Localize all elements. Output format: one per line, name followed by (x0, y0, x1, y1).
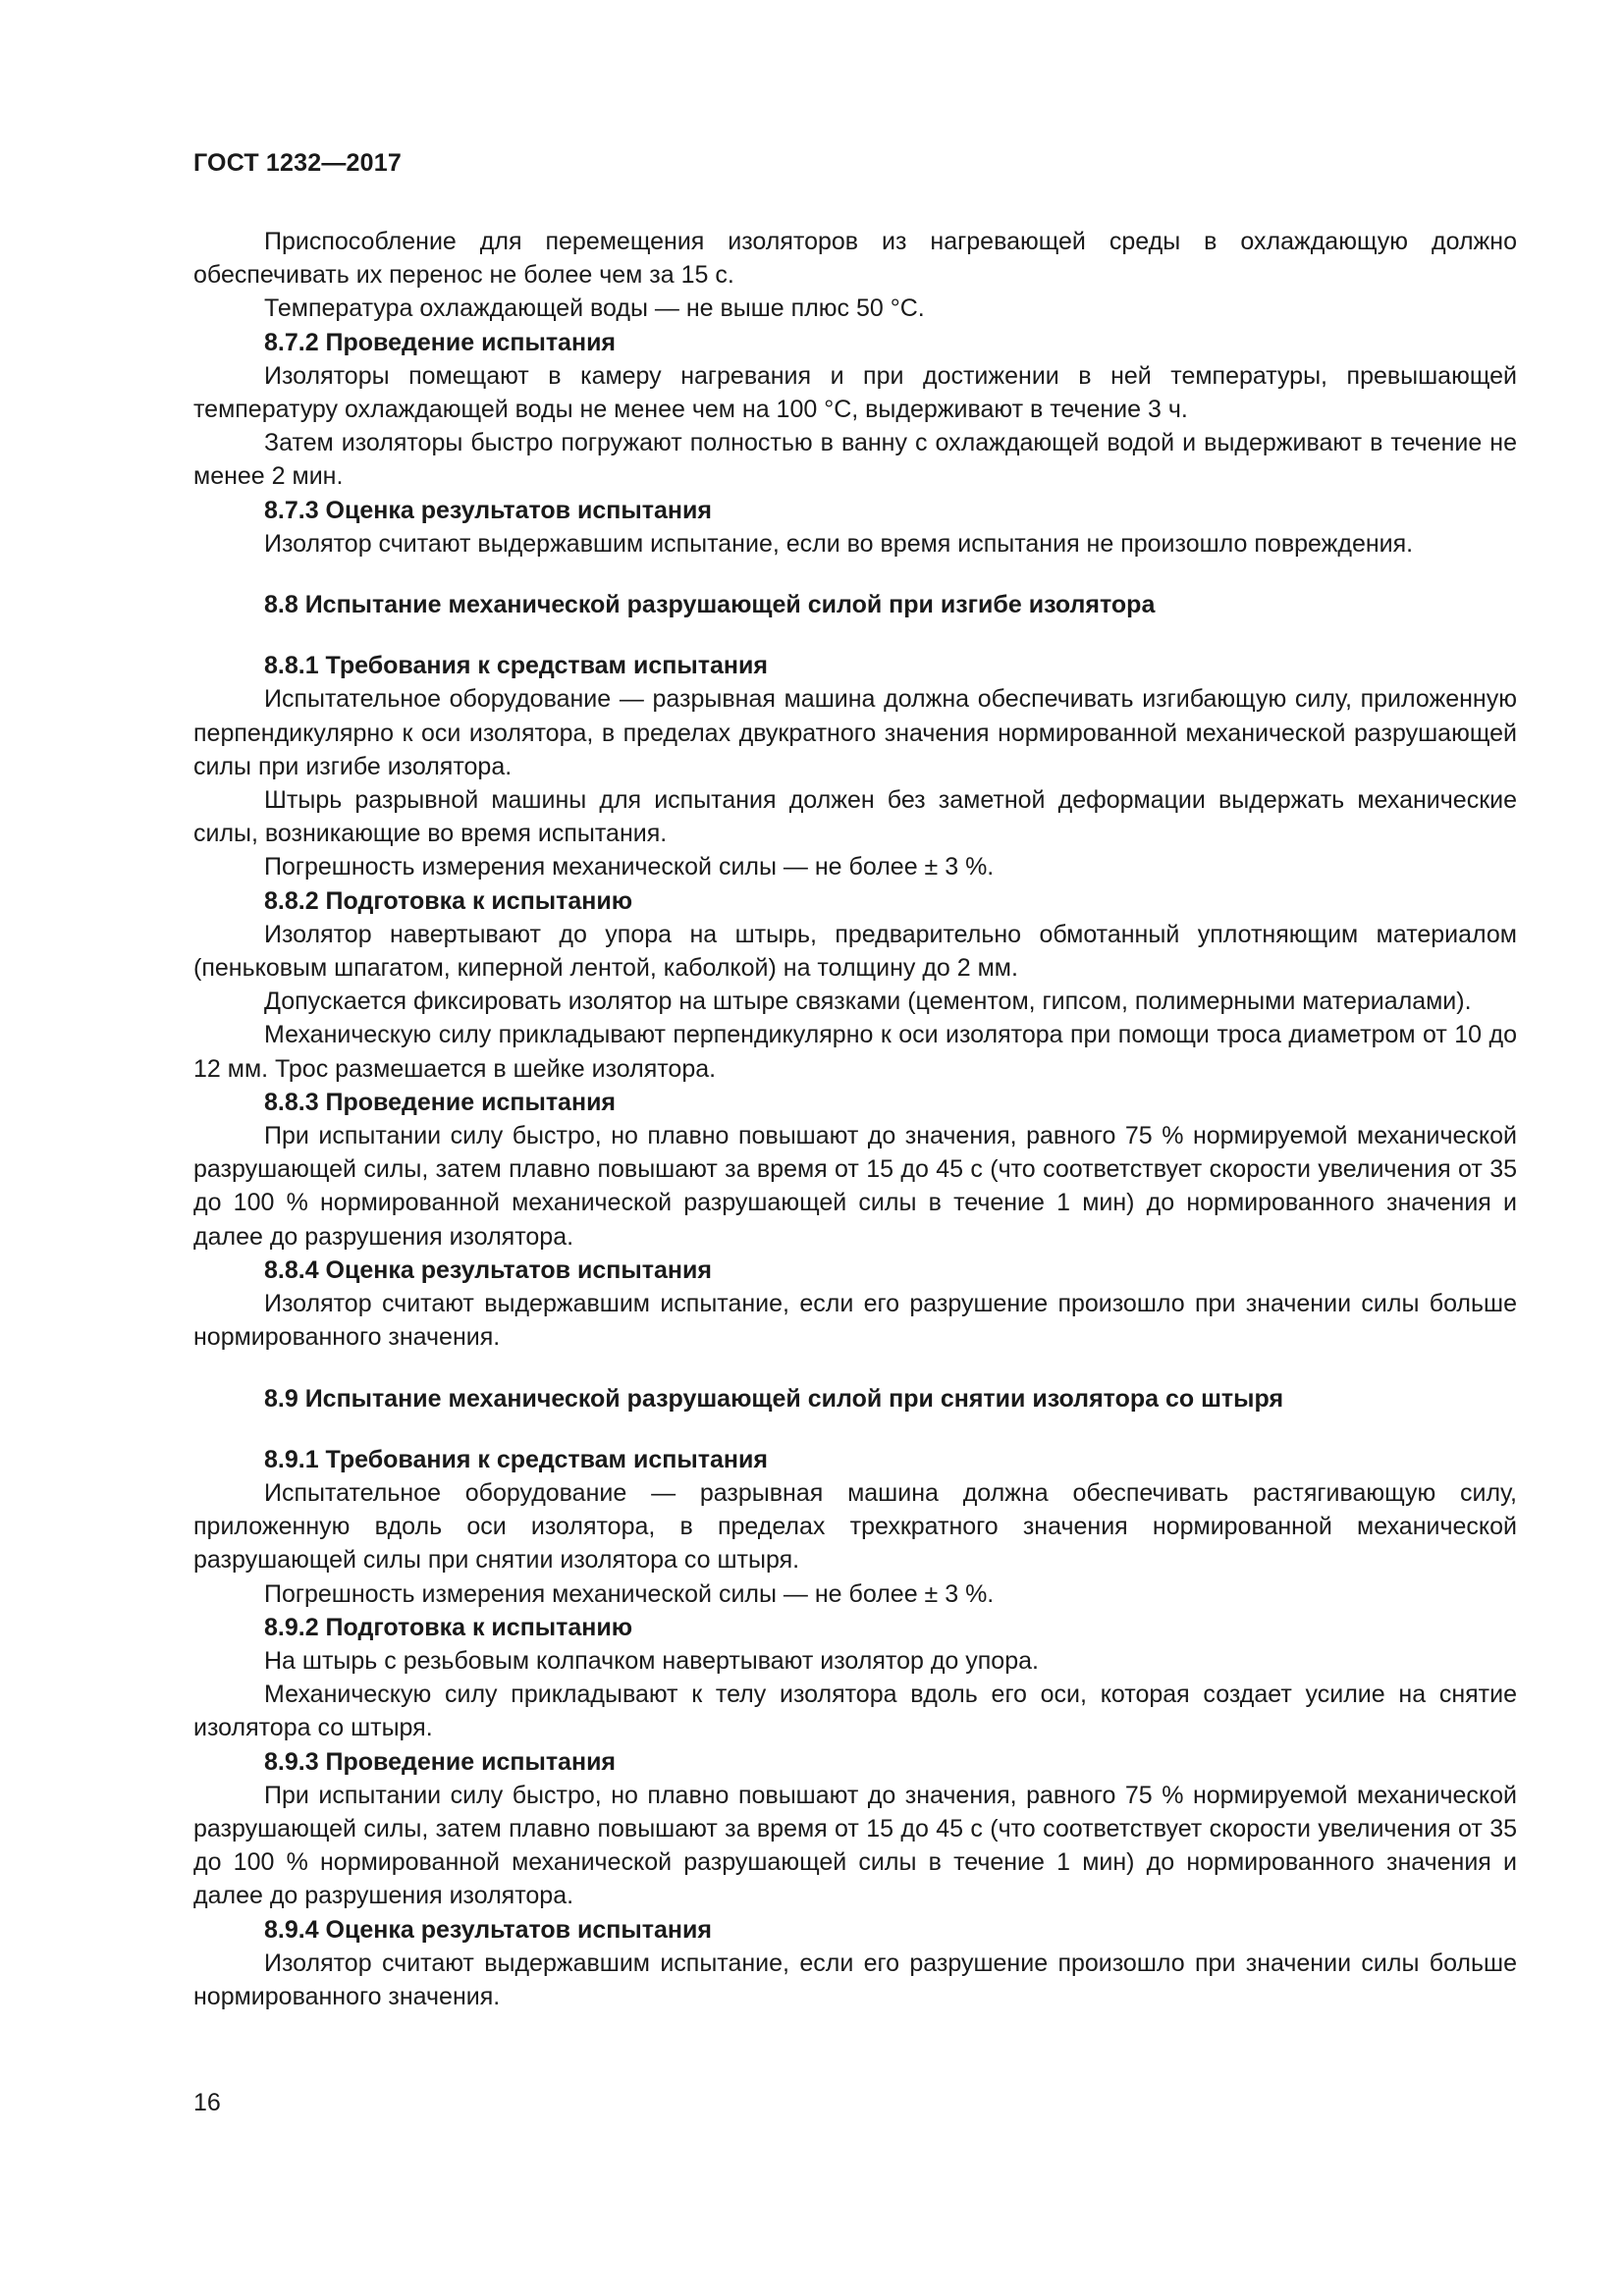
paragraph: Изоляторы помещают в камеру нагревания и при достижении в ней температуры, превышающей температуру охлаждающей воды не менее чем на 100 °С, выдерживают в течение 3 ч. (193, 361, 1517, 424)
paragraph: Механическую силу прикладывают перпендикулярно к оси изолятора при помощи троса диаметром от 10 до 12 мм. Трос размешается в шейке изолятора. (193, 1021, 1517, 1083)
paragraph: Погрешность измерения механической силы — не более ± 3 %. (264, 1579, 995, 1608)
subsection-heading: 8.7.2 Проведение испытания (264, 328, 617, 356)
subsection-heading: 8.9.3 Проведение испытания (264, 1747, 617, 1776)
paragraph: Затем изоляторы быстро погружают полностью в ванну с охлаждающей водой и выдерживают в течение не менее 2 мин. (193, 429, 1517, 491)
paragraph: Изолятор считают выдержавшим испытание, если во время испытания не произошло повреждения. (264, 529, 1414, 558)
paragraph: Приспособление для перемещения изоляторов из нагревающей среды в охлаждающую должно обеспечивать их перенос не более чем за 15 с. (193, 228, 1517, 290)
paragraph: Механическую силу прикладывают к телу изолятора вдоль его оси, которая создает усилие на снятие изолятора со штыря. (193, 1681, 1517, 1742)
paragraph: Изолятор считают выдержавшим испытание, если его разрушение произошло при значении силы больше нормированного значения. (193, 1290, 1517, 1352)
paragraph: При испытании силу быстро, но плавно повышают до значения, равного 75 % нормируемой механической разрушающей силы, затем плавно повышают за время от 15 до 45 с (что соответствует скорости увеличения от 35 до 100 % нормированной механической разрушающей силы в течение 1 мин) до нормированного значения и далее до разрушения изолятора. (193, 1122, 1517, 1251)
paragraph: Изолятор навертывают до упора на штырь, предварительно обмотанный уплотняющим материалом (пеньковым шпагатом, киперной лентой, каболкой) на толщину до 2 мм. (193, 920, 1517, 983)
document-header: ГОСТ 1232—2017 (193, 149, 402, 177)
paragraph: Испытательное оборудование — разрывная машина должна обеспечивать растягивающую силу, приложенную вдоль оси изолятора, в пределах трехкратного значения нормированной механической разрушающей силы при снятии изолятора со штыря. (193, 1478, 1517, 1575)
subsection-heading: 8.8.3 Проведение испытания (264, 1088, 617, 1116)
subsection-heading: 8.7.3 Оценка результатов испытания (264, 496, 712, 524)
subsection-heading: 8.9.4 Оценка результатов испытания (264, 1915, 712, 1944)
paragraph: Погрешность измерения механической силы — не более ± 3 %. (264, 853, 995, 881)
paragraph: Температура охлаждающей воды — не выше плюс 50 °С. (264, 294, 925, 323)
subsection-heading: 8.9.2 Подготовка к испытанию (264, 1613, 633, 1641)
page-number: 16 (193, 2089, 221, 2116)
section-heading: 8.9 Испытание механической разрушающей силой при снятии изолятора со штыря (264, 1384, 1284, 1413)
subsection-heading: 8.8.4 Оценка результатов испытания (264, 1255, 712, 1284)
paragraph: Изолятор считают выдержавшим испытание, если его разрушение произошло при значении силы больше нормированного значения. (193, 1949, 1517, 2010)
paragraph: Допускается фиксировать изолятор на штыре связками (цементом, гипсом, полимерными материалами). (264, 988, 1472, 1016)
paragraph: При испытании силу быстро, но плавно повышают до значения, равного 75 % нормируемой механической разрушающей силы, затем плавно повышают за время от 15 до 45 с (что соответствует скорости увеличения от 35 до 100 % нормированной механической разрушающей силы в течение 1 мин) до нормированного значения и далее до разрушения изолятора. (193, 1781, 1517, 1910)
section-heading: 8.8 Испытание механической разрушающей силой при изгибе изолятора (264, 591, 1156, 619)
paragraph: Испытательное оборудование — разрывная машина должна обеспечивать изгибающую силу, приложенную перпендикулярно к оси изолятора, в пределах двукратного значения нормированной механической разрушающей силы при изгибе изолятора. (193, 685, 1517, 780)
paragraph: Штырь разрывной машины для испытания должен без заметной деформации выдержать механические силы, возникающие во время испытания. (193, 786, 1517, 848)
subsection-heading: 8.8.2 Подготовка к испытанию (264, 886, 633, 915)
subsection-heading: 8.9.1 Требования к средствам испытания (264, 1445, 768, 1473)
paragraph: На штырь с резьбовым колпачком навертывают изолятор до упора. (264, 1646, 1039, 1675)
subsection-heading: 8.8.1 Требования к средствам испытания (264, 652, 768, 680)
document-body (193, 225, 1517, 2013)
